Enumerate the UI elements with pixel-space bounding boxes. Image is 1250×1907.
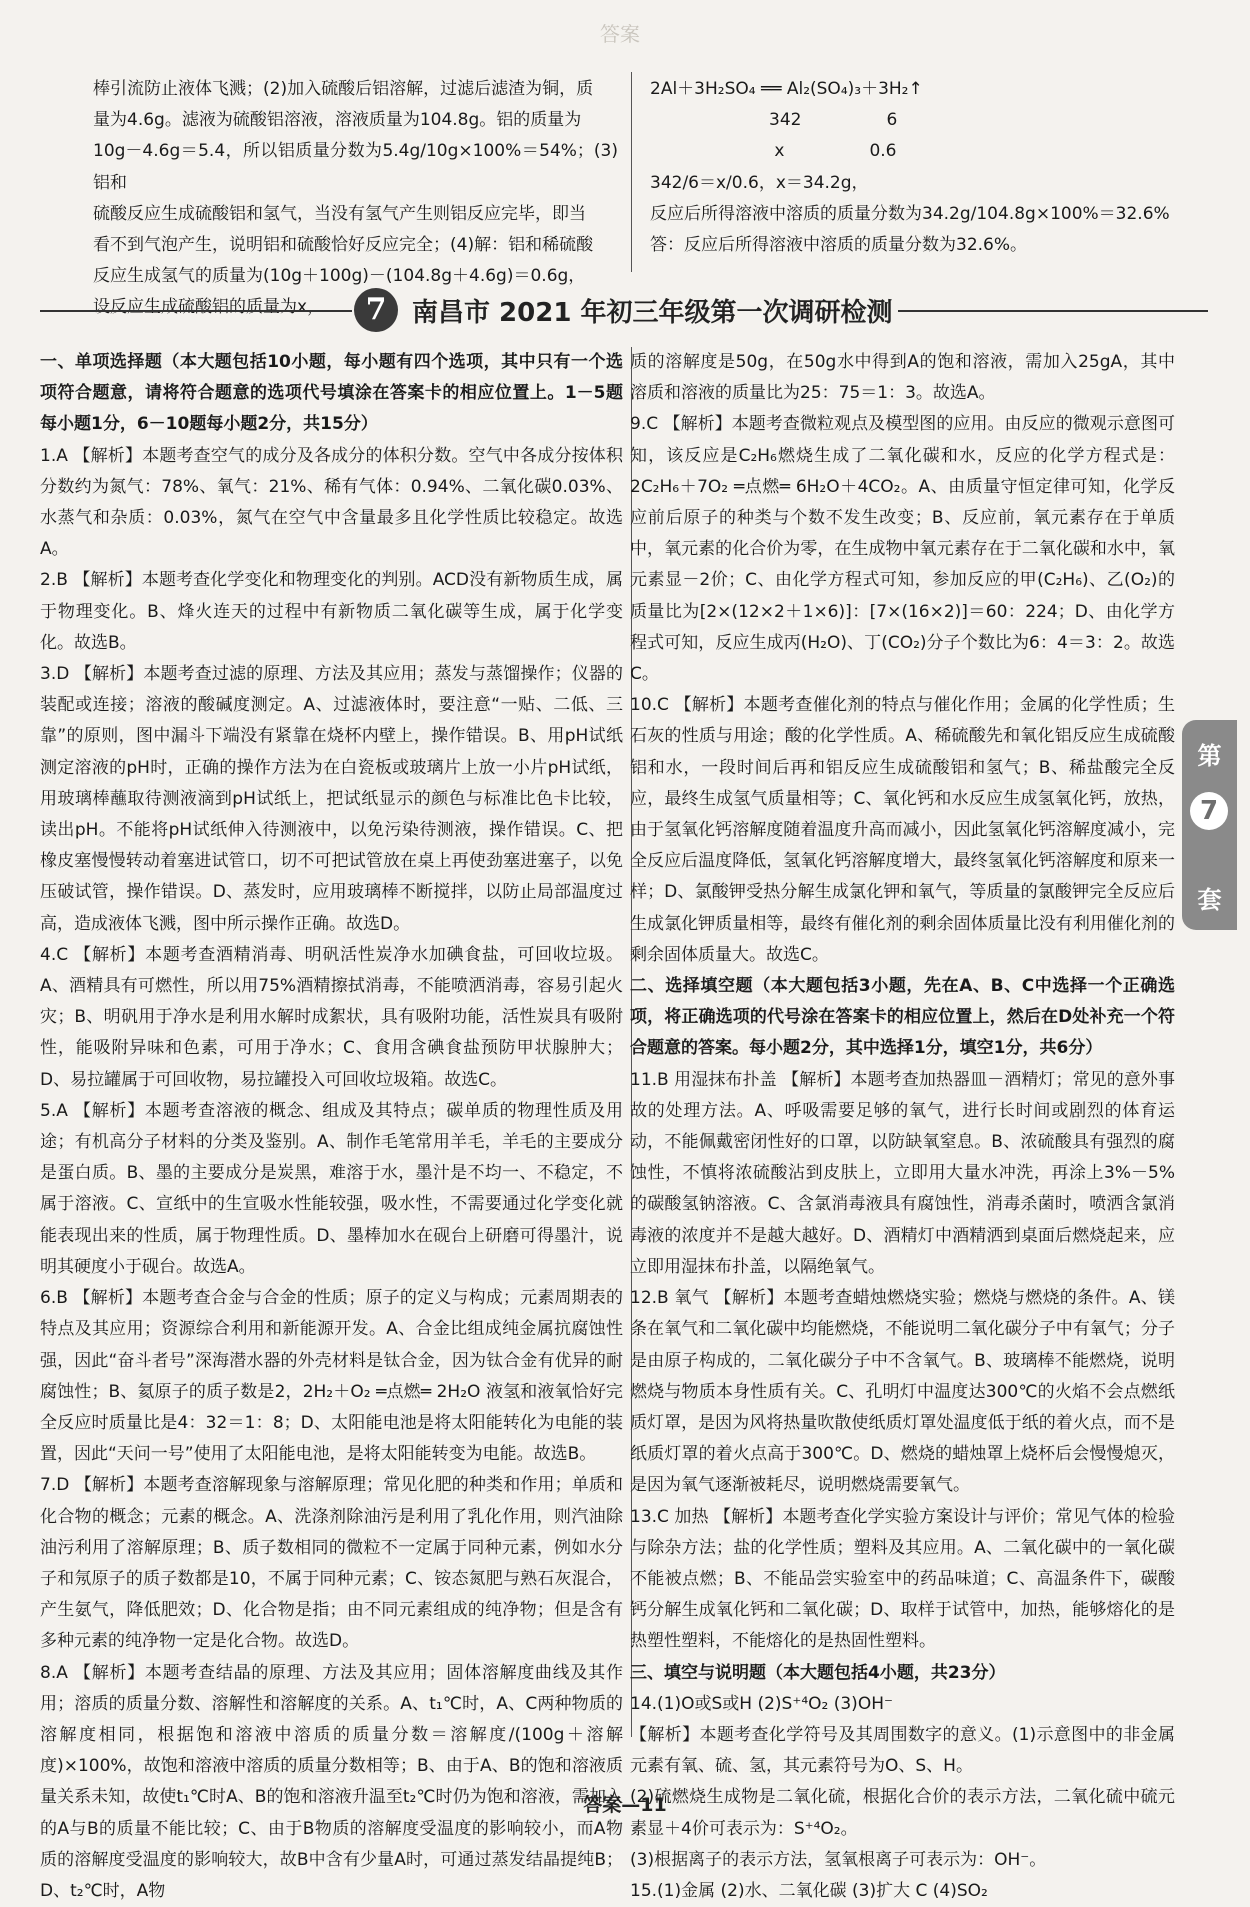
left-item-4: 4.C 【解析】本题考查酒精消毒、明矾活性炭净水加碘食盐，可回收垃圾。A、酒精具有可燃性，所以用75%酒精擦拭消毒，不能喷洒消毒，容易引起火灾；B、明矾用于净水是利用水解时成絮状，具有吸附功能，活性炭具有吸附性，能吸附异味和色素，可用于净水；C、食用含碘食盐预防甲状腺肿大；D、易拉罐属于可回收物，易拉罐投入可回收垃圾箱。故选C。: [40, 944, 623, 1090]
top-left-line-3: 硫酸反应生成硫酸铝和氢气，当没有氢气产生则铝反应完毕，即当: [93, 203, 586, 224]
left-item-3: 3.D 【解析】本题考查过滤的原理、方法及其应用；蒸发与蒸馏操作；仪器的装配或连接；溶液的酸碱度测定。A、过滤液体时，要注意“一贴、二低、三靠”的原则，图中漏斗下端没有紧靠在烧杯内壁上，操作错误。B、用pH试纸测定溶液的pH时，正确的操作方法为在白瓷板或玻璃片上放一小片pH试纸，用玻璃棒蘸取待测液滴到pH试纸上，把试纸显示的颜色与标准比色卡比较，读出pH。不能将pH试纸伸入待测液中，以免污染待测液，操作错误。C、把橡皮塞慢慢转动着塞进试管口，切不可把试管放在桌上再使劲塞进塞子，以免压破试管，操作错误。D、蒸发时，应用玻璃棒不断搅拌，以防止局部温度过高，造成液体飞溅，图中所示操作正确。故选D。: [40, 664, 623, 934]
right-item-12: 15.(1)金属 (2)水、二氧化碳 (3)扩大 C (4)SO₂: [630, 1880, 988, 1901]
top-right-line-5: 答：反应后所得溶液中溶质的质量分数为32.6%。: [650, 235, 1028, 256]
right-item-7: 三、填空与说明题（本大题包括4小题，共23分）: [630, 1662, 1006, 1683]
left-item-8: 8.A 【解析】本题考查结晶的原理、方法及其应用；固体溶解度曲线及其作用；溶质的质量分数、溶解性和溶解度的关系。A、t₁℃时，A、C两种物质的溶解度相同，根据饱和溶液中溶质的质量分数＝溶解度/(100g＋溶解度)×100%，故饱和溶液中溶质的质量分数相等；B、由于A、B的饱和溶液质量关系未知，故使t₁℃时A、B的饱和溶液升温至t₂℃时仍为饱和溶液，需加入的A与B的质量不能比较；C、由于B物质的溶解度受温度的影响较小，而A物质的溶解度受温度的影响较大，故B中含有少量A时，可通过蒸发结晶提纯B；D、t₂℃时，A物: [40, 1662, 623, 1901]
right-item-10: (2)硫燃烧生成物是二氧化硫，根据化合价的表示方法，二氧化硫中硫元素显＋4价可表示为：S⁺⁴O₂。: [630, 1787, 1175, 1839]
right-item-11: (3)根据离子的表示方法，氢氧根离子可表示为：OH⁻。: [630, 1849, 1047, 1870]
left-answer-column: [40, 347, 623, 1901]
top-left-line-0: 棒引流防止液体飞溅；(2)加入硫酸后铝溶解，过滤后滤渣为铜，质: [93, 79, 594, 99]
section-number-badge: 7: [354, 288, 398, 332]
left-item-6: 6.B 【解析】本题考查合金与合金的性质；原子的定义与构成；元素周期表的特点及其应用；资源综合利用和新能源开发。A、合金比组成纯金属抗腐蚀性强，因此“奋斗者号”深海潜水器的外壳材料是钛合金，因为钛合金有优异的耐腐蚀性；B、氦原子的质子数是2，2H₂＋O₂ ═点燃═ 2H₂O 液氢和液氧恰好完全反应时质量比是4：32＝1：8；D、太阳能电池是将太阳能转化为电能的装置，因此“天问一号”使用了太阳能电池，是将太阳能转变为电能。故选B。: [40, 1288, 623, 1465]
right-item-9: 【解析】本题考查化学符号及其周围数字的意义。(1)示意图中的非金属元素有氧、硫、氢，其元素符号为O、S、H。: [630, 1724, 1175, 1777]
right-item-3: 二、选择填空题（本大题包括3小题，先在A、B、C中选择一个正确选项，将正确选项的代号涂在答案卡的相应位置上，然后在D处补充一个符合题意的答案。每小题2分，其中选择1分，填空1分，共6分）: [630, 976, 1175, 1059]
top-left-line-6: 设反应生成硫酸铝的质量为x，: [93, 297, 325, 318]
title-rule-right: [898, 310, 1208, 312]
right-item-0: 质的溶解度是50g，在50g水中得到A的饱和溶液，需加入25gA，其中溶质和溶液的质量比为25：75＝1：3。故选A。: [630, 352, 1175, 404]
title-rule-left: [40, 310, 352, 312]
top-right-column: [650, 74, 1170, 274]
right-item-1: 9.C 【解析】本题考查微粒观点及模型图的应用。由反应的微观示意图可知，该反应是C₂H₆燃烧生成了二氧化碳和水，反应的化学方程式是：2C₂H₆＋7O₂ ═点燃═ 6H₂O＋4CO₂。A、由质量守恒定律可知，化学反应前后原子的种类与个数不发生改变；B、反应前，氧元素存在于单质中，氧元素的化合价为零，在生成物中氧元素存在于二氧化碳和水中，氧元素显－2价；C、由化学方程式可知，参加反应的甲(C₂H₆)、乙(O₂)的质量比为[2×(12×2＋1×6)]：[7×(16×2)]＝60：224；D、由化学方程式可知，反应生成丙(H₂O)、丁(CO₂)分子个数比为6：4＝3：2。故选C。: [630, 414, 1175, 685]
top-left-line-5: 反应生成氢气的质量为(10g＋100g)－(104.8g＋4.6g)＝0.6g，: [93, 266, 586, 287]
column-divider-top: [631, 72, 632, 272]
top-right-line-2: x 0.6: [650, 141, 897, 162]
left-item-1: 1.A 【解析】本题考查空气的成分及各成分的体积分数。空气中各成分按体积分数约为氮气：78%、氧气：21%、稀有气体：0.94%、二氧化碳0.03%、水蒸气和杂质：0.03%，氮气在空气中含量最多且化学性质比较稳定。故选A。: [40, 445, 623, 560]
set-tab-number: 7: [1190, 792, 1228, 830]
top-left-line-2: 10g－4.6g＝5.4，所以铝质量分数为5.4g/10g×100%＝54%；(3)铝和: [93, 141, 618, 193]
set-tab-top: 第: [1197, 742, 1222, 770]
top-right-line-0: 2Al＋3H₂SO₄ ══ Al₂(SO₄)₃＋3H₂↑: [650, 79, 923, 99]
left-item-5: 5.A 【解析】本题考查溶液的概念、组成及其特点；碳单质的物理性质及用途；有机高分子材料的分类及鉴别。A、制作毛笔常用羊毛，羊毛的主要成分是蛋白质。B、墨的主要成分是炭黑，难溶于水，墨汁是不均一、不稳定，不属于溶液。C、宣纸中的生宣吸水性能较强，吸水性，不需要通过化学变化就能表现出来的性质，属于物理性质。D、墨棒加水在砚台上研磨可得墨汁，说明其硬度小于砚台。故选A。: [40, 1100, 623, 1277]
right-item-8: 14.(1)O或S或H (2)S⁺⁴O₂ (3)OH⁻: [630, 1693, 893, 1714]
set-tab: [1182, 720, 1237, 930]
top-left-line-1: 量为4.6g。滤液为硫酸铝溶液，溶液质量为104.8g。铝的质量为: [93, 110, 582, 131]
top-right-line-1: 342 6: [650, 110, 898, 131]
top-left-line-4: 看不到气泡产生，说明铝和硫酸恰好反应完全；(4)解：铝和稀硫酸: [93, 235, 594, 256]
section-title-bar: [0, 282, 1250, 340]
top-left-column: [93, 74, 618, 318]
top-right-line-4: 反应后所得溶液中溶质的质量分数为34.2g/104.8g×100%＝32.6%: [650, 203, 1170, 224]
page-footer: 答案—11: [583, 1794, 667, 1816]
set-tab-bottom: 套: [1197, 886, 1222, 914]
right-item-5: 12.B 氧气 【解析】本题考查蜡烛燃烧实验；燃烧与燃烧的条件。A、镁条在氧气和二氧化碳中均能燃烧，不能说明二氧化碳分子中有氧气；分子是由原子构成的，二氧化碳分子中不含氧气。B、玻璃棒不能燃烧，说明燃烧与物质本身性质有关。C、孔明灯中温度达300℃的火焰不会点燃纸质灯罩，是因为风将热量吹散使纸质灯罩处温度低于纸的着火点，而不是纸质灯罩的着火点高于300℃。D、燃烧的蜡烛罩上烧杯后会慢慢熄灭，是因为氧气逐渐被耗尽，说明燃烧需要氧气。: [630, 1288, 1175, 1496]
left-item-2: 2.B 【解析】本题考查化学变化和物理变化的判别。ACD没有新物质生成，属于物理变化。B、烽火连天的过程中有新物质二氧化碳等生成，属于化学变化。故选B。: [40, 570, 623, 653]
right-answer-column: [630, 347, 1175, 1901]
right-item-2: 10.C 【解析】本题考查催化剂的特点与催化作用；金属的化学性质；生石灰的性质与用途；酸的化学性质。A、稀硫酸先和氧化铝反应生成硫酸铝和水，一段时间后再和铝反应生成硫酸铝和氢气；B、稀盐酸完全反应，最终生成氢气质量相等；C、氧化钙和水反应生成氢氧化钙，放热，由于氢氧化钙溶解度随着温度升高而减小，因此氢氧化钙溶解度减小，完全反应后温度降低，氢氧化钙溶解度增大，最终氢氧化钙溶解度和原来一样；D、氯酸钾受热分解生成氯化钾和氧气，等质量的氯酸钾完全反应后生成氯化钾质量相等，最终有催化剂的剩余固体质量比没有利用催化剂的剩余固体质量大。故选C。: [630, 695, 1175, 965]
left-item-7: 7.D 【解析】本题考查溶解现象与溶解原理；常见化肥的种类和作用；单质和化合物的概念；元素的概念。A、洗涤剂除油污是利用了乳化作用，则汽油除油污利用了溶解原理；B、质子数相同的微粒不一定属于同种元素，例如水分子和氖原子的质子数都是10，不属于同种元素；C、铵态氮肥与熟石灰混合，产生氨气，降低肥效；D、化合物是指；由不同元素组成的纯净物；但是含有多种元素的纯净物一定是化合物。故选D。: [40, 1475, 623, 1652]
right-item-4: 11.B 用湿抹布扑盖 【解析】本题考查加热器皿－酒精灯；常见的意外事故的处理方法。A、呼吸需要足够的氧气，进行长时间或剧烈的体育运动，不能佩戴密闭性好的口罩，以防缺氧窒息。B、浓硫酸具有强烈的腐蚀性，不慎将浓硫酸沾到皮肤上，立即用大量水冲洗，再涂上3%－5%的碳酸氢钠溶液。C、含氯消毒液具有腐蚀性，消毒杀菌时，喷洒含氯消毒液的浓度并不是越大越好。D、酒精灯中酒精洒到桌面后燃烧起来，应立即用湿抹布扑盖，以隔绝氧气。: [630, 1069, 1175, 1277]
right-item-6: 13.C 加热 【解析】本题考查化学实验方案设计与评价；常见气体的检验与除杂方法；盐的化学性质；塑料及其应用。A、二氧化碳中的一氧化碳不能被点燃；B、不能品尝实验室中的药品味道；C、高温条件下，碳酸钙分解生成氧化钙和二氧化碳；D、取样于试管中，加热，能够熔化的是热塑性塑料，不能熔化的是热固性塑料。: [630, 1506, 1175, 1652]
header-watermark: 答案: [600, 22, 640, 46]
left-item-0: 一、单项选择题（本大题包括10小题，每小题有四个选项，其中只有一个选项符合题意，请将符合题意的选项代号填涂在答案卡的相应位置上。1－5题每小题1分，6－10题每小题2分，共15分）: [40, 352, 623, 435]
top-right-line-3: 342/6＝x/0.6，x＝34.2g，: [650, 172, 869, 193]
section-title: 南昌市 2021 年初三年级第一次调研检测: [412, 298, 893, 328]
